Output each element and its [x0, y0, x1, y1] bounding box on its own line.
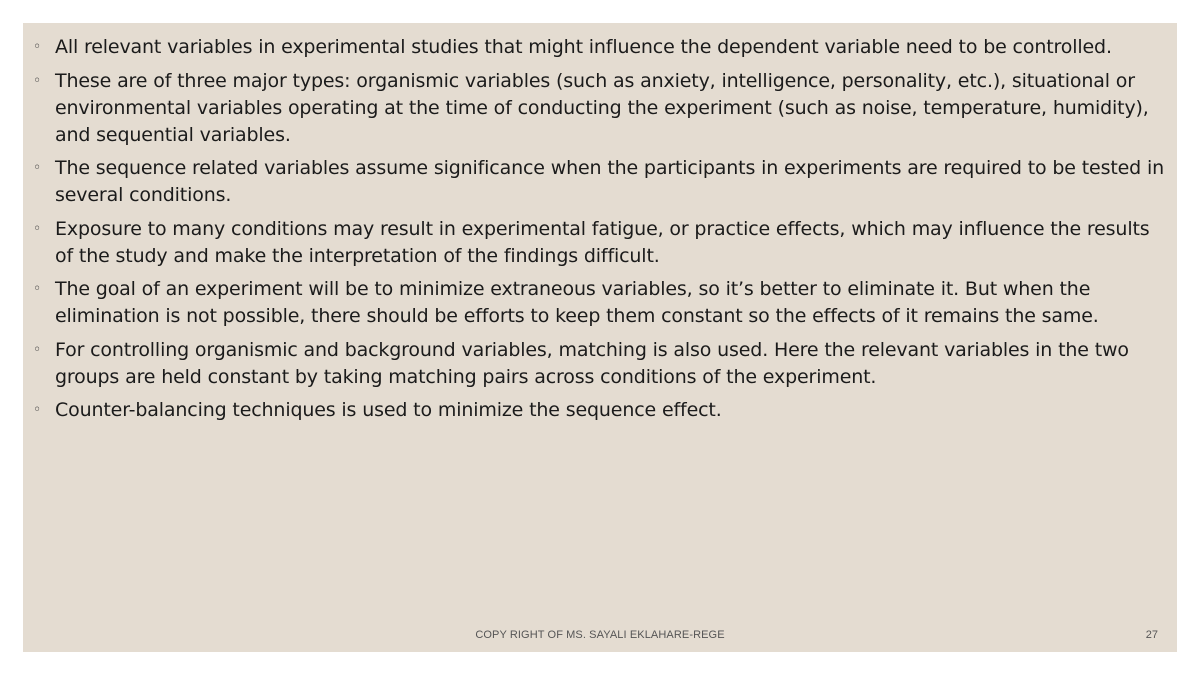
page-number: 27: [1145, 629, 1158, 641]
bullet-item: [33, 276, 1167, 330]
bullet-text: The goal of an experiment will be to minimize extraneous variables, so it’s better to eliminate it. But when the elimination is not possible, there should be efforts to keep them constant so the effects of it remains the same.: [55, 278, 1099, 327]
bullet-text: These are of three major types: organismic variables (such as anxiety, intelligence, personality, etc.), situational or environmental variables operating at the time of conducting the experiment (such as noise, temperature, humidity), and sequential variables.: [55, 69, 1149, 146]
bullet-marker-icon: ◦: [33, 72, 42, 89]
bullet-marker-icon: ◦: [33, 39, 42, 55]
footer-copyright: COPY RIGHT OF MS. SAYALI EKLAHARE-REGE: [475, 629, 725, 641]
bullet-text: The sequence related variables assume significance when the participants in experiments are required to be tested in several conditions.: [55, 157, 1164, 206]
bullet-marker-icon: ◦: [33, 220, 42, 237]
bullet-marker-icon: ◦: [33, 160, 42, 176]
slide: [23, 23, 1177, 652]
bullet-item: [33, 337, 1167, 391]
bullet-item: [33, 397, 1167, 424]
bullet-item: [33, 34, 1167, 61]
bullet-text: Exposure to many conditions may result in experimental fatigue, or practice effects, which may influence the results of the study and make the interpretation of the findings difficult.: [55, 217, 1150, 267]
bullet-text: Counter-balancing techniques is used to minimize the sequence effect.: [55, 399, 722, 421]
bullet-marker-icon: ◦: [33, 402, 42, 418]
bullet-list: [33, 34, 1167, 431]
bullet-marker-icon: ◦: [33, 281, 42, 297]
bullet-item: [33, 68, 1167, 149]
bullet-text: For controlling organismic and background variables, matching is also used. Here the relevant variables in the two groups are held constant by taking matching pairs across conditions of the experiment.: [55, 338, 1129, 388]
bullet-item: [33, 216, 1167, 270]
bullet-text: All relevant variables in experimental studies that might influence the dependent variable need to be controlled.: [55, 36, 1112, 58]
bullet-item: [33, 155, 1167, 209]
bullet-marker-icon: ◦: [33, 341, 42, 358]
